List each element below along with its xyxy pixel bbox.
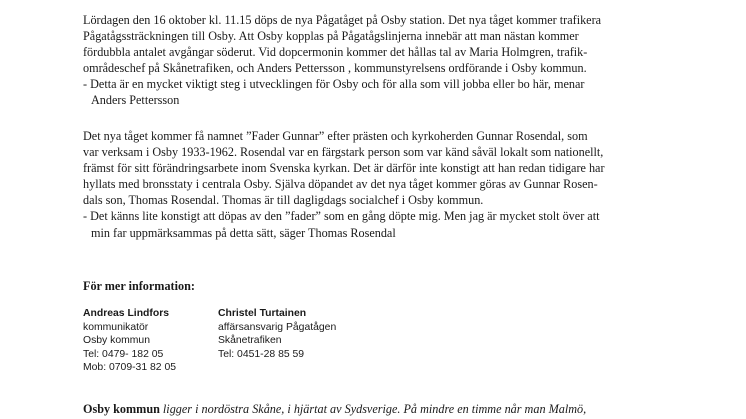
paragraph-line: Det nya tåget kommer få namnet ”Fader Gunnar” efter prästen och kyrkoherden Gunnar Rosendal, som (83, 129, 588, 143)
contact-card-andreas-lindfors (83, 307, 176, 375)
quote-line: - Detta är en mycket viktigt steg i utvecklingen för Osby och för alla som vill jobba eller bo här, menar (83, 77, 585, 92)
paragraph-line: hyllats med bronsstaty i centrala Osby. Själva döpandet av det nya tåget kommer göras av Gunnar Rosen- (83, 177, 598, 192)
contact-name: Andreas Lindfors (83, 308, 170, 319)
contact-card-christel-turtainen (218, 307, 336, 361)
paragraph-line: fördubbla antalet avgångar söderut. Vid dopcermonin kommer det hållas tal av Maria Holmgren, trafik- (83, 45, 588, 60)
contact-name: Christel Turtainen (218, 308, 307, 319)
paragraph-line: dals son, Thomas Rosendal. Thomas är till dagligdags socialchef i Osby kommun. (83, 193, 484, 208)
contact-organization: Osby kommun (83, 335, 150, 346)
contact-title: affärsansvarig Pågatågen (218, 321, 337, 333)
footer-description: ligger i nordöstra Skåne, i hjärtat av Sydsverige. På mindre en timme når man Malmö, (159, 402, 587, 416)
contact-title: kommunikatör (83, 321, 149, 333)
contact-organization: Skånetrafiken (218, 335, 282, 346)
quote-line: - Det känns lite konstigt att döpas av den ”fader” som en gång döpte mig. Men jag är mycket stolt över att (83, 209, 600, 224)
contact-mobile: Mob: 0709-31 82 05 (83, 362, 177, 373)
quote-line-attribution: Anders Pettersson (91, 93, 180, 108)
footer-org-name: Osby kommun (83, 402, 160, 416)
contact-phone: Tel: 0451-28 85 59 (218, 348, 305, 360)
article-paragraph-1 (83, 12, 683, 109)
paragraph-line: var verksam i Osby 1933-1962. Rosendal var en färgstark person som var känd såväl lokalt som nationellt, (83, 145, 604, 160)
quote-line-attribution: min far uppmärksammas på detta sätt, säger Thomas Rosendal (91, 225, 396, 240)
contact-phone: Tel: 0479- 182 05 (83, 348, 164, 360)
paragraph-line: områdeschef på Skånetrafiken, och Anders Pettersson , kommunstyrelsens ordförande i Osby kommun. (83, 61, 587, 76)
paragraph-line: främst för sitt förändringsarbete inom Svenska kyrkan. Det är därför inte konstigt att han redan tidigare har (83, 161, 605, 176)
footer-about (83, 401, 586, 417)
paragraph-line: Lördagen den 16 oktober kl. 11.15 döps de nya Pågatåget på Osby station. Det nya tåget kommer trafikera (83, 13, 602, 27)
more-info-heading: För mer information: (83, 279, 195, 293)
article-paragraph-2 (83, 128, 683, 241)
paragraph-line: Pågatågssträckningen till Osby. Att Osby kopplas på Pågatågslinjerna innebär att man nästan kommer (83, 29, 579, 44)
